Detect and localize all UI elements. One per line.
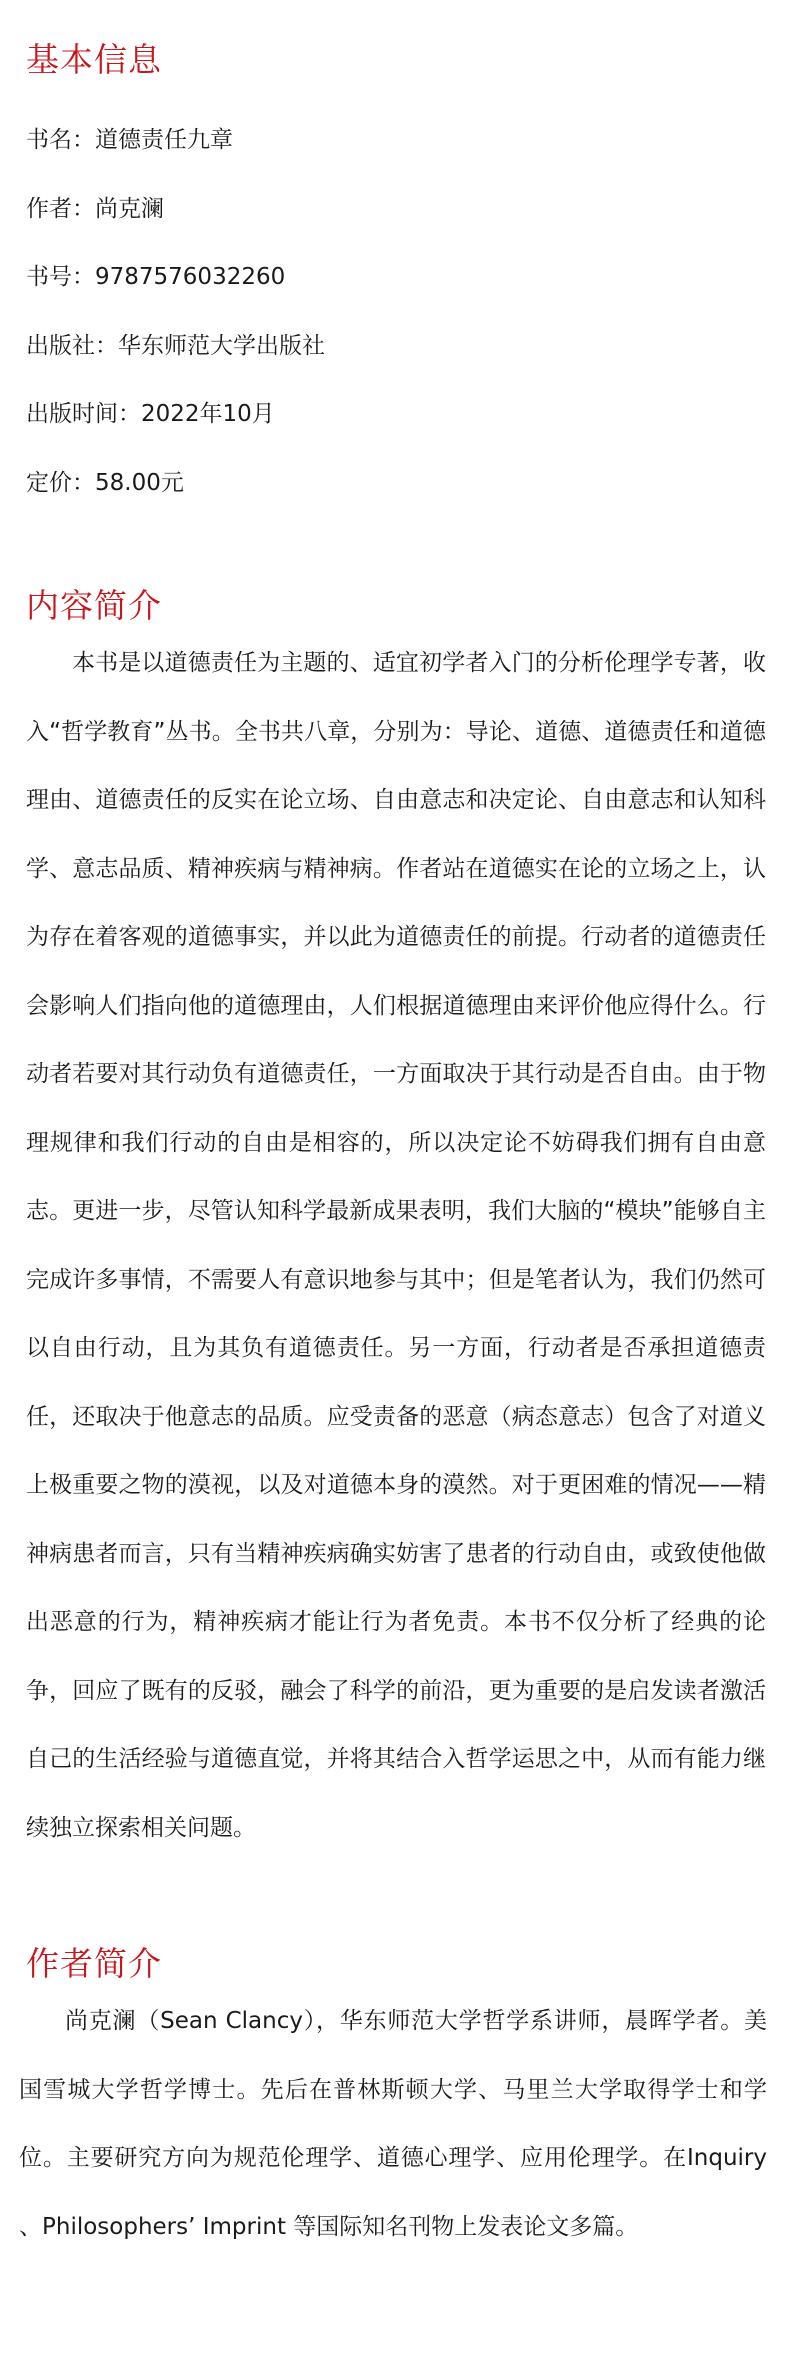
author-intro-paragraph: 尚克澜（Sean Clancy），华东师范大学哲学系讲师，晨晖学者。美国雪城大学哲学博士。先后在普林斯顿大学、马里兰大学取得学士和学位。主要研究方向为规范伦理学、道德心理学、应用伦理学。在Inquiry 、Philosophers’ Imprint 等国际知名刊物上发表论文多篇。 — [19, 2008, 767, 2240]
info-row-book-title: 书名：道德责任九章 — [26, 127, 233, 153]
info-row-publisher: 出版社：华东师范大学出版社 — [26, 332, 325, 359]
info-row-price: 定价：58.00元 — [26, 469, 184, 496]
info-row-author: 作者：尚克澜 — [26, 195, 164, 222]
info-row-isbn: 书号：9787576032260 — [26, 264, 286, 290]
content-intro-heading: 内容简介 — [26, 586, 162, 625]
content-intro-paragraph: 本书是以道德责任为主题的、适宜初学者入门的分析伦理学专著，收入“哲学教育”丛书。全书共八章，分别为：导论、道德、道德责任和道德理由、道德责任的反实在论立场、自由意志和决定论、自由意志和认知科学、意志品质、精神疾病与精神病。作者站在道德实在论的立场之上，认为存在着客观的道德事实，并以此为道德责任的前提。行动者的道德责任会影响人们指向他的道德理由，人们根据道德理由来评价他应得什么。行动者若要对其行动负有道德责任，一方面取决于其行动是否自由。由于物理规律和我们行动的自由是相容的，所以决定论不妨碍我们拥有自由意志。更进一步，尽管认知科学最新成果表明，我们大脑的“模块”能够自主完成许多事情，不需要人有意识地参与其中；但是笔者认为，我们仍然可以自由行动，且为其负有道德责任。另一方面，行动者是否承担道德责任，还取决于他意志的品质。应受责备的恶意（病态意志）包含了对道义上极重要之物的漠视，以及对道德本身的漠然。对于更困难的情况——精神病患者而言，只有当精神疾病确实妨害了患者的行动自由，或致使他做出恶意的行为，精神疾病才能让行为者免责。本书不仅分析了经典的论争，回应了既有的反驳，融会了科学的前沿，更为重要的是启发读者激活自己的生活经验与道德直觉，并将其结合入哲学运思之中，从而有能力继续独立探索相关问题。 — [26, 650, 766, 1841]
basic-info-list — [26, 106, 325, 517]
basic-info-heading: 基本信息 — [26, 40, 162, 79]
author-intro-heading: 作者简介 — [26, 1944, 162, 1983]
info-row-publish-date: 出版时间：2022年10月 — [26, 401, 275, 427]
